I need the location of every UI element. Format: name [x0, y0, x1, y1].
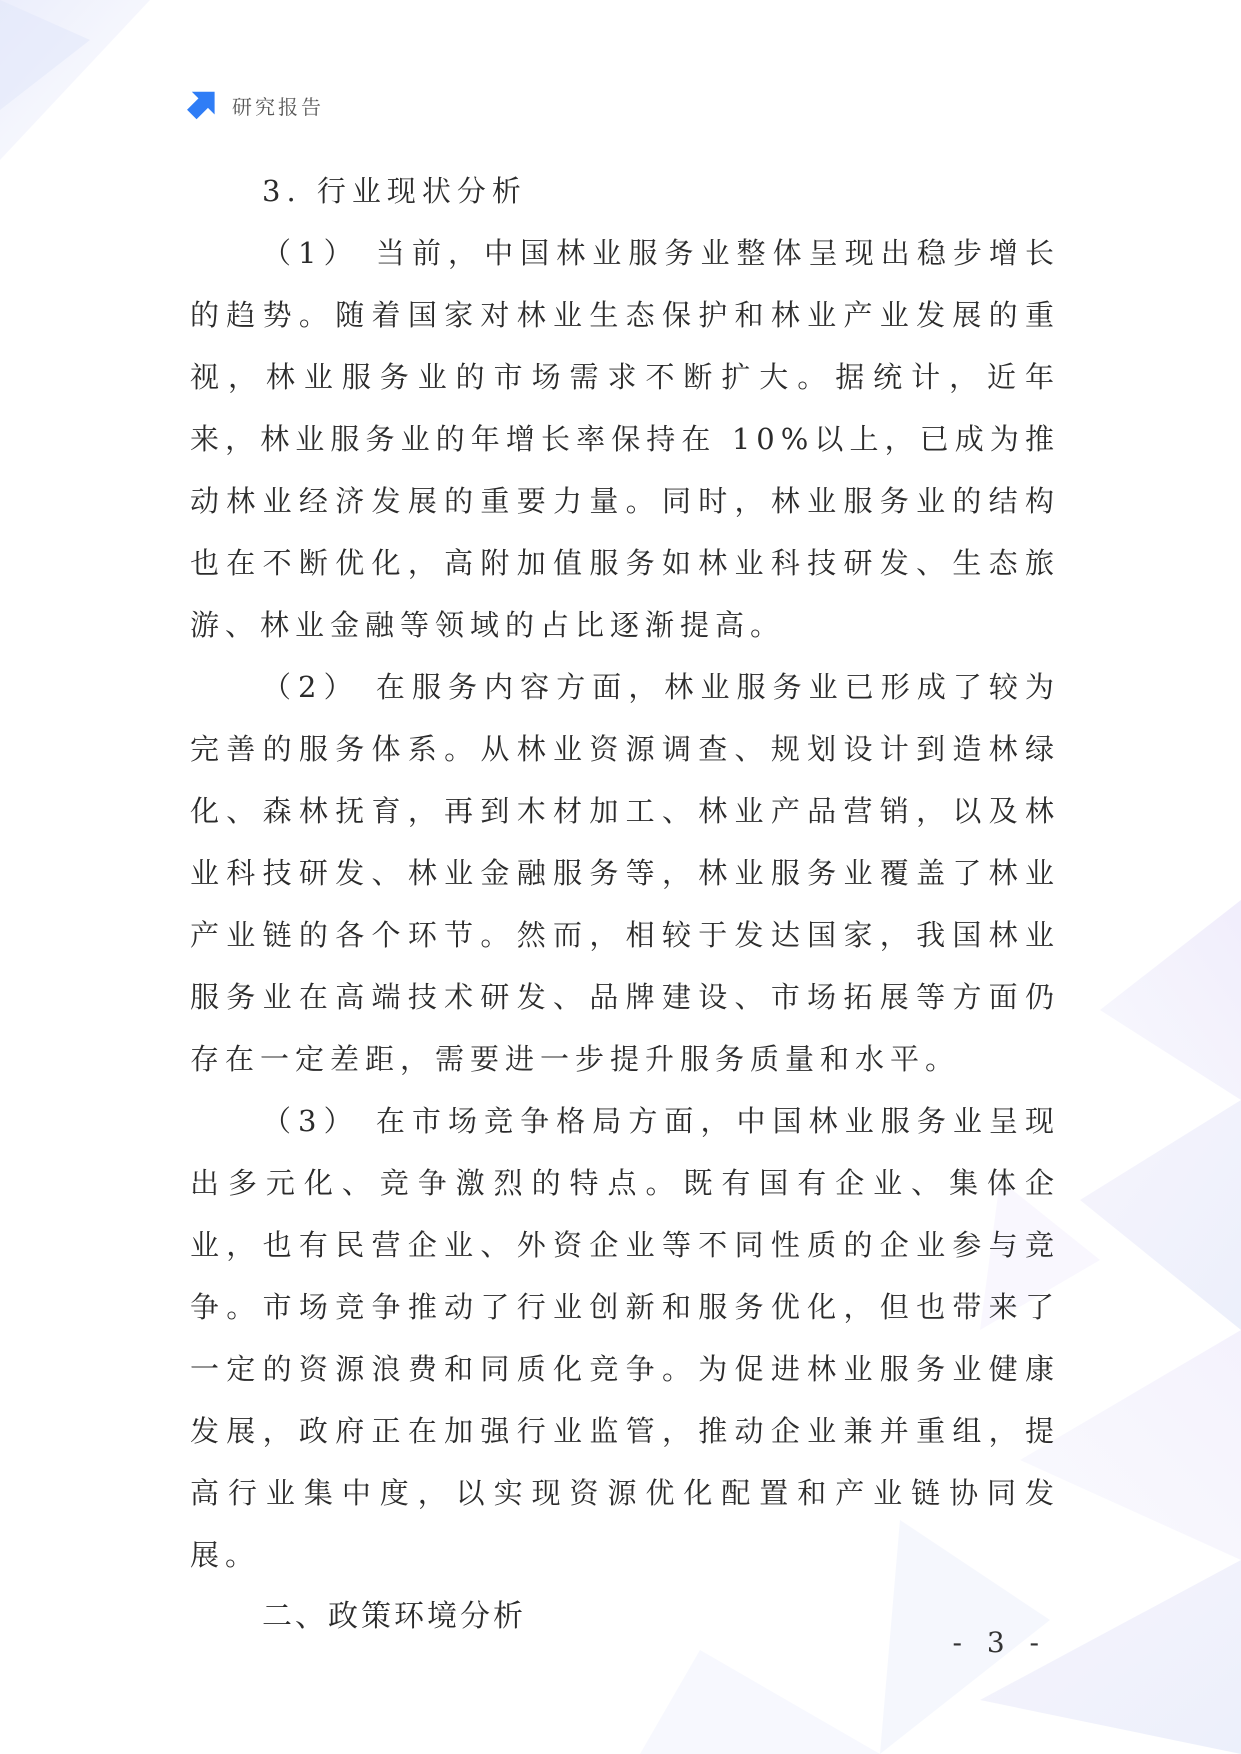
paragraph-1: （1） 当前，中国林业服务业整体呈现出稳步增长的趋势。随着国家对林业生态保护和林业产业发展的重视，林业服务业的市场需求不断扩大。据统计，近年来，林业服务业的年增长率保持在 10%以上，已成为推动林业经济发展的重要力量。同时，林业服务业的结构也在不断优化，高附加值服务如林业科技研发、生态旅游、林业金融等领域的占比逐渐提高。: [190, 236, 1060, 642]
paragraph-3: （3） 在市场竞争格局方面，中国林业服务业呈现出多元化、竞争激烈的特点。既有国有企业、集体企业，也有民营企业、外资企业等不同性质的企业参与竞争。市场竞争推动了行业创新和服务优化，但也带来了一定的资源浪费和同质化竞争。为促进林业服务业健康发展，政府正在加强行业监管，推动企业兼并重组，提高行业集中度，以实现资源优化配置和产业链协同发展。: [190, 1104, 1060, 1572]
report-header: [186, 88, 324, 122]
section-heading: 二、政策环境分析: [262, 1599, 526, 1634]
arrow-up-right-icon: [186, 88, 220, 122]
document-body: [190, 160, 1060, 1648]
paragraph-2: （2） 在服务内容方面，林业服务业已形成了较为完善的服务体系。从林业资源调查、规划设计到造林绿化、森林抚育，再到木材加工、林业产品营销，以及林业科技研发、林业金融服务等，林业服务业覆盖了林业产业链的各个环节。然而，相较于发达国家，我国林业服务业在高端技术研发、品牌建设、市场拓展等方面仍存在一定差距，需要进一步提升服务质量和水平。: [190, 670, 1060, 1076]
subsection-heading: 3. 行业现状分析: [262, 174, 527, 208]
page-number: - 3 -: [952, 1626, 1047, 1659]
header-title: 研究报告: [232, 94, 324, 119]
